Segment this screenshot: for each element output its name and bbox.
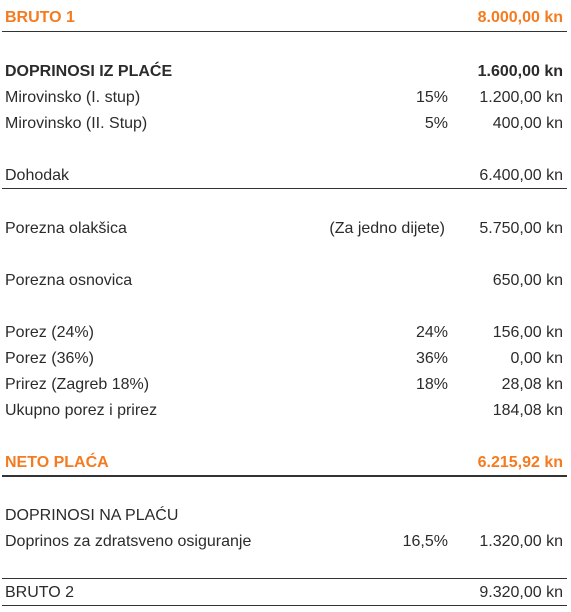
porez-total-row (5, 398, 563, 424)
bruto1-amount: 8.000,00 kn (477, 9, 563, 26)
doprinosi-iz-amount: 1.600,00 kn (477, 63, 563, 80)
row-amount: 0,00 kn (510, 350, 563, 367)
neto-row (5, 450, 563, 476)
divider (2, 31, 567, 32)
row-percent: 24% (415, 324, 448, 341)
row-amount: 1.200,00 kn (479, 89, 563, 106)
row-percent: 16,5% (402, 533, 448, 550)
olaksica-label: Porezna olakšica (5, 220, 127, 237)
row-amount: 1.320,00 kn (479, 533, 563, 550)
row-label: Doprinos za zdratsveno osiguranje (5, 533, 252, 550)
bruto2-row (5, 580, 563, 606)
dohodak-row (5, 163, 563, 189)
olaksica-note: (Za jedno dijete) (329, 220, 445, 237)
divider (2, 475, 567, 477)
row-amount: 28,08 kn (501, 376, 563, 393)
row-amount: 156,00 kn (492, 324, 563, 341)
row-label: Mirovinsko (I. stup) (5, 89, 141, 106)
row-label: Mirovinsko (II. Stup) (5, 115, 148, 132)
bruto2-amount: 9.320,00 kn (479, 584, 563, 601)
doprinosi-iz-header-row (5, 59, 563, 85)
table-row (5, 320, 563, 346)
doprinosi-iz-label: DOPRINOSI IZ PLAĆE (5, 63, 173, 80)
neto-label: NETO PLAĆA (5, 454, 109, 471)
dohodak-label: Dohodak (5, 167, 70, 184)
table-row (5, 372, 563, 398)
olaksica-amount: 5.750,00 kn (479, 220, 563, 237)
olaksica-row (5, 216, 563, 242)
divider (2, 188, 567, 189)
doprinosi-na-header-row (5, 503, 563, 529)
table-row (5, 529, 563, 555)
table-row (5, 111, 563, 137)
divider (2, 578, 567, 579)
table-row (5, 346, 563, 372)
row-percent: 5% (424, 115, 448, 132)
row-percent: 36% (415, 350, 448, 367)
dohodak-amount: 6.400,00 kn (479, 167, 563, 184)
divider (2, 605, 567, 606)
osnovica-amount: 650,00 kn (492, 272, 563, 289)
doprinosi-na-label: DOPRINOSI NA PLAĆU (5, 507, 179, 524)
row-amount: 400,00 kn (492, 115, 563, 132)
porez-total-label: Ukupno porez i prirez (5, 402, 158, 419)
row-percent: 15% (415, 89, 448, 106)
row-label: Prirez (Zagreb 18%) (5, 376, 150, 393)
porez-total-amount: 184,08 kn (492, 402, 563, 419)
row-label: Porez (24%) (5, 324, 94, 341)
row-label: Porez (36%) (5, 350, 94, 367)
neto-amount: 6.215,92 kn (477, 454, 563, 471)
osnovica-label: Porezna osnovica (5, 272, 133, 289)
bruto1-label: BRUTO 1 (5, 9, 75, 26)
table-row (5, 85, 563, 111)
row-percent: 18% (415, 376, 448, 393)
bruto1-row (5, 5, 563, 31)
osnovica-row (5, 268, 563, 294)
bruto2-label: BRUTO 2 (5, 584, 75, 601)
